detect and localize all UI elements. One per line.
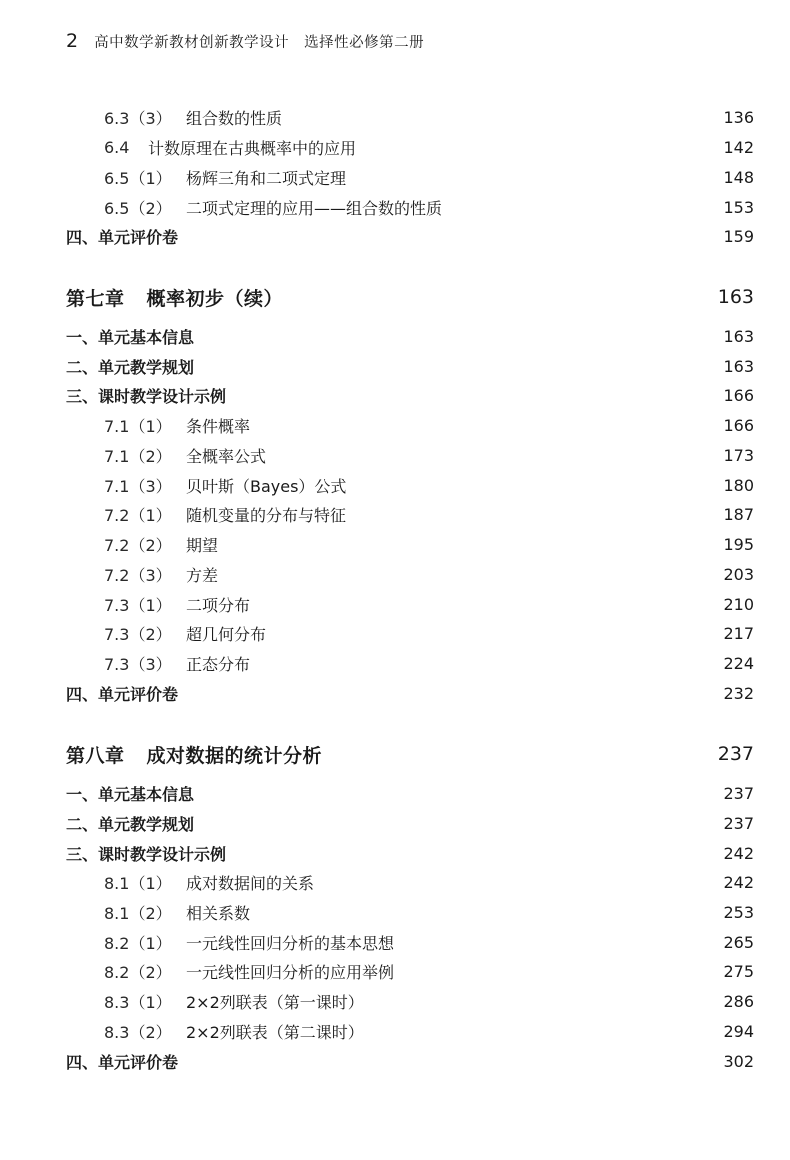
section-title: 二、单元教学规划 [66,814,195,834]
entry-number: 8.2（1） [104,933,172,953]
section-title: 四、单元评价卷 [66,227,179,247]
entry-title: 杨辉三角和二项式定理 [186,168,347,188]
chapter-heading: 第八章 [66,744,125,767]
section-page: 302 [723,1051,754,1071]
toc-entry[interactable] [66,650,754,676]
chapter-page: 237 [717,743,754,765]
entry-number: 7.1（2） [104,446,172,466]
chapter-title: 概率初步（续） [146,287,284,310]
toc-section[interactable] [66,840,754,866]
entry-number: 7.1（3） [104,476,172,496]
entry-page: 210 [723,594,754,614]
entry-page: 166 [723,415,754,435]
entry-title: 期望 [186,535,219,555]
toc-entry[interactable] [66,620,754,646]
entry-number: 6.5（1） [104,168,172,188]
toc-entry[interactable] [66,561,754,587]
section-page: 237 [723,783,754,803]
toc-entry[interactable] [66,164,754,190]
entry-title: 一元线性回归分析的基本思想 [186,933,395,953]
entry-page: 294 [723,1021,754,1041]
entry-title: 2×2列联表（第二课时） [186,1022,364,1042]
entry-title: 组合数的性质 [186,108,283,128]
entry-title: 2×2列联表（第一课时） [186,992,364,1012]
page-header [66,30,424,52]
entry-number: 8.2（2） [104,962,172,982]
section-title: 三、课时教学设计示例 [66,844,227,864]
entry-title: 二项分布 [186,595,251,615]
chapter-heading: 第七章 [66,287,125,310]
entry-number: 8.3（2） [104,1022,172,1042]
section-title: 一、单元基本信息 [66,327,195,347]
toc-chapter-7[interactable] [66,280,754,314]
toc-entry[interactable] [66,929,754,955]
entry-page: 286 [723,991,754,1011]
section-title: 一、单元基本信息 [66,784,195,804]
section-page: 242 [723,843,754,863]
entry-number: 6.5（2） [104,198,172,218]
entry-page: 242 [723,872,754,892]
toc-section[interactable] [66,680,754,706]
section-title: 四、单元评价卷 [66,684,179,704]
toc-section[interactable] [66,382,754,408]
toc-entry[interactable] [66,591,754,617]
toc-chapter-8[interactable] [66,737,754,771]
entry-number: 7.3（1） [104,595,172,615]
entry-title: 方差 [186,565,219,585]
chapter-page: 163 [717,286,754,308]
entry-number: 7.3（2） [104,624,172,644]
entry-title: 成对数据间的关系 [186,873,315,893]
toc-entry[interactable] [66,472,754,498]
entry-title: 一元线性回归分析的应用举例 [186,962,395,982]
entry-page: 180 [723,475,754,495]
entry-title: 随机变量的分布与特征 [186,505,347,525]
section-page: 159 [723,226,754,246]
entry-number: 7.1（1） [104,416,172,436]
section-title: 三、课时教学设计示例 [66,386,227,406]
section-title: 四、单元评价卷 [66,1052,179,1072]
toc-section[interactable] [66,1048,754,1074]
toc-entry[interactable] [66,412,754,438]
entry-page: 153 [723,197,754,217]
section-title: 二、单元教学规划 [66,357,195,377]
entry-page: 217 [723,623,754,643]
entry-title: 条件概率 [186,416,251,436]
toc-entry[interactable] [66,501,754,527]
entry-page: 203 [723,564,754,584]
entry-page: 265 [723,932,754,952]
entry-title: 正态分布 [186,654,251,674]
section-page: 163 [723,326,754,346]
entry-title: 二项式定理的应用——组合数的性质 [186,198,443,218]
toc-entry[interactable] [66,958,754,984]
entry-page: 195 [723,534,754,554]
toc-entry[interactable] [66,1018,754,1044]
page-number: 2 [66,30,79,52]
entry-page: 142 [723,137,754,157]
chapter-title: 成对数据的统计分析 [146,744,323,767]
toc-section[interactable] [66,810,754,836]
entry-title: 超几何分布 [186,624,267,644]
entry-page: 224 [723,653,754,673]
entry-page: 136 [723,107,754,127]
toc-entry[interactable] [66,531,754,557]
entry-title: 贝叶斯（Bayes）公式 [186,476,347,496]
toc-entry[interactable] [66,899,754,925]
entry-page: 275 [723,961,754,981]
toc-entry[interactable] [66,869,754,895]
section-page: 163 [723,356,754,376]
entry-number: 7.2（1） [104,505,172,525]
entry-title: 计数原理在古典概率中的应用 [148,138,357,158]
toc-entry[interactable] [66,104,754,130]
toc-entry[interactable] [66,134,754,160]
section-page: 237 [723,813,754,833]
toc-entry[interactable] [66,442,754,468]
section-page: 232 [723,683,754,703]
section-page: 166 [723,385,754,405]
toc-section[interactable] [66,323,754,349]
entry-page: 148 [723,167,754,187]
entry-number: 7.3（3） [104,654,172,674]
entry-title: 全概率公式 [186,446,267,466]
toc-entry[interactable] [66,194,754,220]
toc-section[interactable] [66,353,754,379]
entry-number: 8.3（1） [104,992,172,1012]
entry-number: 7.2（3） [104,565,172,585]
entry-number: 8.1（1） [104,873,172,893]
running-header-title: 高中数学新教材创新教学设计 选择性必修第二册 [94,35,425,51]
entry-number: 6.3（3） [104,108,172,128]
entry-title: 相关系数 [186,903,251,923]
toc-section[interactable] [66,780,754,806]
entry-number: 7.2（2） [104,535,172,555]
entry-number: 6.4 [104,137,130,157]
entry-page: 173 [723,445,754,465]
entry-page: 253 [723,902,754,922]
entry-page: 187 [723,504,754,524]
toc-entry[interactable] [66,988,754,1014]
entry-number: 8.1（2） [104,903,172,923]
toc-section[interactable] [66,223,754,249]
